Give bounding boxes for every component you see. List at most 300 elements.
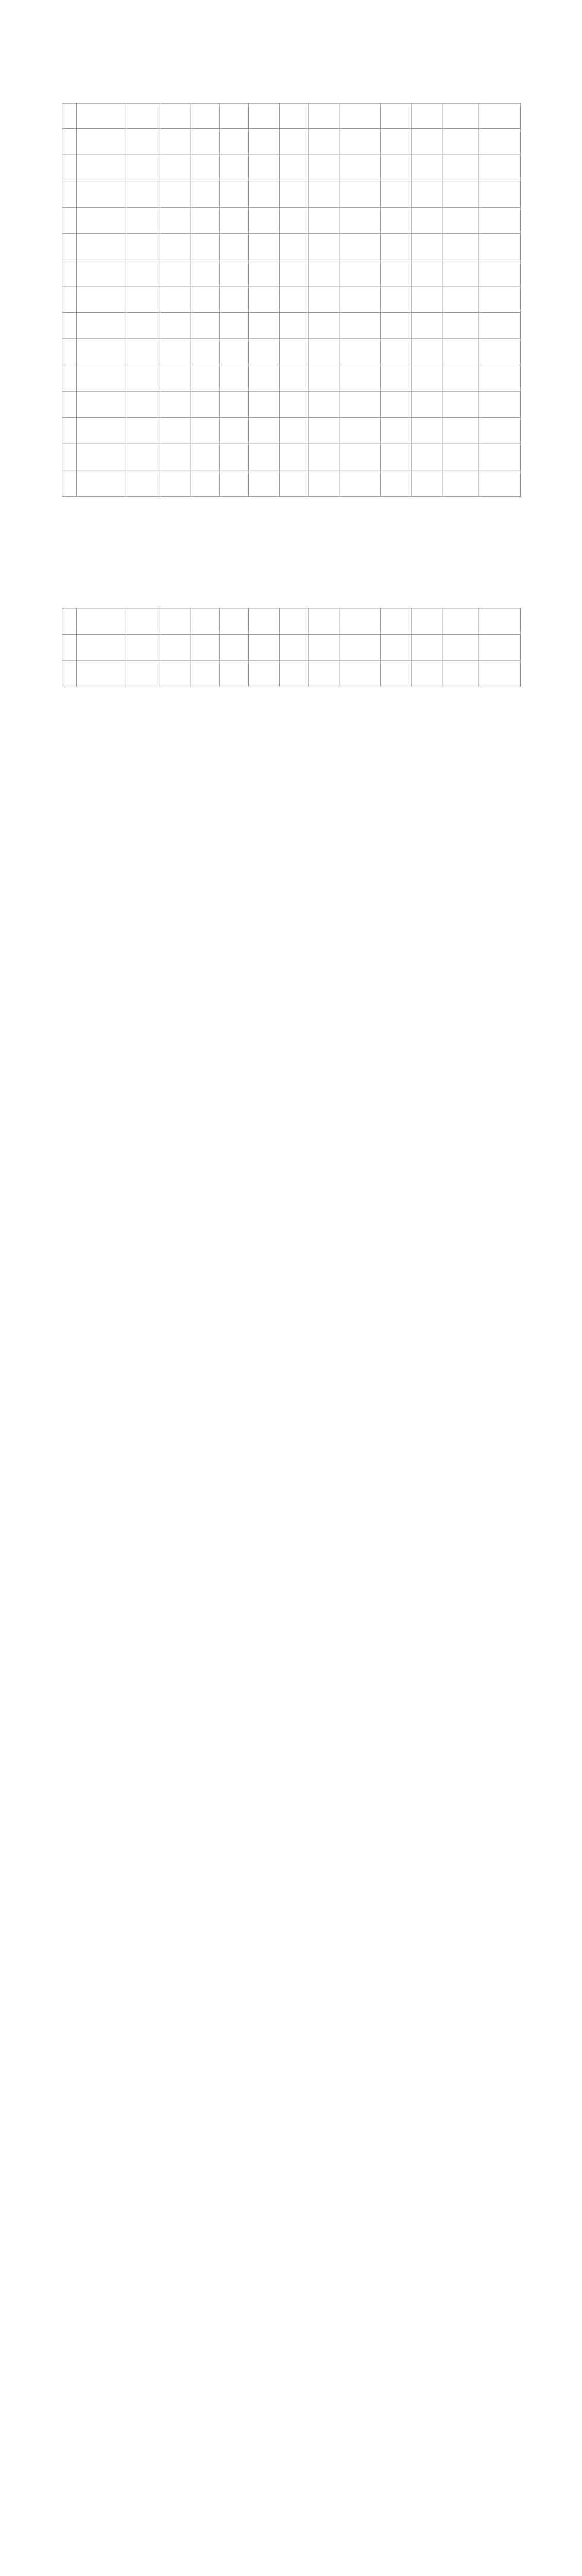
- table-row: [62, 470, 521, 497]
- table-cell: [381, 155, 412, 181]
- table-cell: [191, 635, 220, 661]
- table-cell: [62, 392, 77, 418]
- deposit-item: [62, 1659, 520, 1674]
- table-cell: [412, 234, 442, 260]
- table-cell: [478, 286, 521, 313]
- procedure-item: [62, 1551, 520, 1582]
- table-cell: [191, 365, 220, 392]
- table-cell: [339, 661, 381, 687]
- table-cell: [62, 444, 77, 470]
- requirement-item: [62, 994, 520, 1025]
- table-cell: [339, 313, 381, 339]
- table-cell: [309, 661, 339, 687]
- table-cell: [160, 418, 191, 444]
- table-cell: [309, 260, 339, 286]
- signup-block: [62, 1226, 520, 1783]
- contact-label: [62, 2211, 142, 2224]
- table-cell: [339, 392, 381, 418]
- table-cell: [191, 260, 220, 286]
- table-cell: [381, 635, 412, 661]
- contact-label: [62, 2187, 142, 2199]
- table-cell: [442, 234, 478, 260]
- deposit-item: [62, 1690, 520, 1705]
- contact-row: [62, 2187, 520, 2199]
- table-cell: [249, 339, 280, 365]
- table-row: [62, 286, 521, 313]
- table-cell: [220, 661, 249, 687]
- table-cell: [412, 260, 442, 286]
- table-cell: [442, 418, 478, 444]
- table-cell: [381, 181, 412, 208]
- requirement-item: [62, 809, 520, 840]
- table-cell: [77, 635, 126, 661]
- column-header: [309, 104, 339, 129]
- table-cell: [191, 418, 220, 444]
- table-cell: [478, 608, 521, 635]
- table-cell: [339, 365, 381, 392]
- table-cell: [442, 392, 478, 418]
- table-cell: [280, 208, 309, 234]
- table-cell: [191, 181, 220, 208]
- requirement-item: [62, 1226, 520, 1257]
- table-cell: [249, 608, 280, 635]
- table-cell: [280, 155, 309, 181]
- table-cell: [309, 608, 339, 635]
- table-cell: [478, 260, 521, 286]
- table-cell: [309, 286, 339, 313]
- table-cell: [126, 313, 160, 339]
- contact-value: [142, 2162, 520, 2174]
- contact-value: [142, 2224, 520, 2236]
- table-row: [62, 339, 521, 365]
- contact-value: [142, 2236, 520, 2248]
- table-cell: [220, 313, 249, 339]
- table-cell: [381, 365, 412, 392]
- section4-heading: [62, 1643, 520, 1659]
- table-cell: [126, 444, 160, 470]
- bid-table-header-row: [62, 104, 521, 129]
- table-cell: [478, 313, 521, 339]
- table-cell: [412, 470, 442, 497]
- table-cell: [478, 365, 521, 392]
- table-row: [62, 608, 521, 635]
- table-cell: [126, 155, 160, 181]
- table-row: [62, 155, 521, 181]
- table-cell: [249, 444, 280, 470]
- table-cell: [309, 365, 339, 392]
- table-cell: [478, 392, 521, 418]
- procedure-item: [62, 1520, 520, 1551]
- table-cell: [442, 444, 478, 470]
- table-cell: [249, 365, 280, 392]
- contact-row: [62, 2261, 520, 2273]
- table-cell: [77, 129, 126, 155]
- table-cell: [77, 181, 126, 208]
- contact-label: [62, 2174, 142, 2187]
- table-cell: [191, 661, 220, 687]
- table-cell: [442, 635, 478, 661]
- intro-block: [62, 21, 520, 98]
- table-cell: [339, 444, 381, 470]
- table-cell: [381, 661, 412, 687]
- table-cell: [309, 313, 339, 339]
- section2-heading: [62, 701, 520, 716]
- table-cell: [309, 181, 339, 208]
- table-cell: [478, 129, 521, 155]
- table-cell: [249, 313, 280, 339]
- column-header: [62, 104, 77, 129]
- contact-value: [142, 2174, 520, 2187]
- contact-row: [62, 2137, 520, 2149]
- table-cell: [126, 129, 160, 155]
- column-header: [339, 104, 381, 129]
- table-cell: [280, 392, 309, 418]
- table-cell: [160, 155, 191, 181]
- contact-label: [62, 2236, 142, 2248]
- submission-item: [62, 2020, 520, 2050]
- table-cell: [160, 339, 191, 365]
- table-cell: [339, 635, 381, 661]
- table-row: [62, 365, 521, 392]
- table-cell: [220, 286, 249, 313]
- table-cell: [62, 260, 77, 286]
- contact-label: [62, 2125, 142, 2137]
- table-cell: [442, 129, 478, 155]
- procedure-item: [62, 1458, 520, 1489]
- table-cell: [77, 608, 126, 635]
- table-cell: [309, 418, 339, 444]
- table-cell: [309, 339, 339, 365]
- table-cell: [442, 661, 478, 687]
- contact-value: [142, 2137, 520, 2149]
- contact-label: [62, 2261, 142, 2273]
- column-header: [160, 104, 191, 129]
- requirement-item: [62, 902, 520, 933]
- table-cell: [478, 661, 521, 687]
- table-cell: [160, 608, 191, 635]
- table-row: [62, 392, 521, 418]
- table-cell: [249, 392, 280, 418]
- table-cell: [442, 260, 478, 286]
- section5-heading: [62, 1767, 520, 1783]
- table-cell: [280, 608, 309, 635]
- table-cell: [478, 155, 521, 181]
- table-cell: [412, 635, 442, 661]
- contact-value: [142, 2199, 520, 2211]
- contact-label: [62, 2224, 142, 2236]
- table-cell: [62, 208, 77, 234]
- table-cell: [280, 234, 309, 260]
- table-cell: [442, 339, 478, 365]
- table-cell: [160, 129, 191, 155]
- table-cell: [280, 339, 309, 365]
- table-cell: [478, 339, 521, 365]
- table-cell: [381, 313, 412, 339]
- requirement-item: [62, 871, 520, 902]
- table-cell: [478, 208, 521, 234]
- table-row: [62, 313, 521, 339]
- table-cell: [249, 181, 280, 208]
- table-cell: [442, 208, 478, 234]
- table-cell: [412, 286, 442, 313]
- contact-row: [62, 2199, 520, 2211]
- publication-item: [62, 2066, 520, 2097]
- table-cell: [126, 208, 160, 234]
- table-cell: [191, 608, 220, 635]
- table-cell: [126, 260, 160, 286]
- deposit-item: [62, 1736, 520, 1752]
- table-cell: [62, 365, 77, 392]
- table-cell: [126, 365, 160, 392]
- table-cell: [160, 470, 191, 497]
- deposit-item: [62, 1674, 520, 1690]
- contact-label: [62, 2137, 142, 2149]
- table-cell: [309, 392, 339, 418]
- table-cell: [280, 181, 309, 208]
- requirement-item: [62, 963, 520, 994]
- contact-row: [62, 2149, 520, 2162]
- table-cell: [339, 234, 381, 260]
- table-cell: [309, 155, 339, 181]
- table-cell: [381, 234, 412, 260]
- table-cell: [381, 339, 412, 365]
- table-cell: [442, 286, 478, 313]
- table-cell: [191, 286, 220, 313]
- column-header: [191, 104, 220, 129]
- table-cell: [220, 608, 249, 635]
- contact-value: [142, 2248, 520, 2261]
- table-cell: [160, 444, 191, 470]
- table-cell: [249, 635, 280, 661]
- table-cell: [191, 234, 220, 260]
- table-cell: [62, 470, 77, 497]
- table-cell: [339, 470, 381, 497]
- table-cell: [220, 365, 249, 392]
- requirement-item: [62, 716, 520, 747]
- contact-row: [62, 2248, 520, 2261]
- section1-heading: [62, 82, 520, 98]
- requirement-item: [62, 1025, 520, 1056]
- table-cell: [160, 661, 191, 687]
- contact-value: [142, 2261, 520, 2273]
- table-cell: [77, 365, 126, 392]
- table-cell: [412, 418, 442, 444]
- table-cell: [191, 444, 220, 470]
- table-cell: [381, 260, 412, 286]
- table-cell: [249, 234, 280, 260]
- table-cell: [442, 313, 478, 339]
- table-cell: [309, 635, 339, 661]
- contact-value: [142, 2211, 520, 2224]
- table-cell: [191, 129, 220, 155]
- table-cell: [381, 286, 412, 313]
- table-cell: [220, 339, 249, 365]
- table-cell: [478, 234, 521, 260]
- duration-line: [62, 685, 520, 701]
- contact-row: [62, 2236, 520, 2248]
- table-cell: [412, 129, 442, 155]
- table-cell: [160, 392, 191, 418]
- table-cell: [62, 313, 77, 339]
- section6-heading: [62, 2050, 520, 2066]
- table-cell: [412, 392, 442, 418]
- procedure-item: [62, 1582, 520, 1613]
- table-cell: [220, 470, 249, 497]
- table-cell: [62, 234, 77, 260]
- table-cell: [77, 661, 126, 687]
- table-row: [62, 418, 521, 444]
- table-cell: [339, 339, 381, 365]
- table-row: [62, 635, 521, 661]
- contact-value: [142, 2187, 520, 2199]
- table-cell: [160, 365, 191, 392]
- table-cell: [220, 181, 249, 208]
- bid-table: [62, 103, 521, 497]
- contact-row: [62, 2211, 520, 2224]
- contact-row: [62, 2125, 520, 2137]
- table-cell: [191, 470, 220, 497]
- column-header: [220, 104, 249, 129]
- table-cell: [339, 286, 381, 313]
- table-cell: [220, 418, 249, 444]
- section3-heading: [62, 1319, 520, 1334]
- column-header: [280, 104, 309, 129]
- contact-value: [142, 2112, 520, 2125]
- table-cell: [280, 286, 309, 313]
- table-cell: [442, 155, 478, 181]
- table-cell: [249, 661, 280, 687]
- table-cell: [339, 129, 381, 155]
- requirement-item: [62, 778, 520, 809]
- procedure-item: [62, 1613, 520, 1643]
- table-cell: [339, 155, 381, 181]
- contact-value: [142, 2149, 520, 2162]
- table-cell: [280, 470, 309, 497]
- contact-label: [62, 2199, 142, 2211]
- procedure-item: [62, 1489, 520, 1520]
- contact-value: [142, 2125, 520, 2137]
- table-cell: [77, 470, 126, 497]
- table-cell: [77, 392, 126, 418]
- contact-row: [62, 2162, 520, 2174]
- table-cell: [126, 608, 160, 635]
- table-cell: [160, 181, 191, 208]
- table-cell: [77, 444, 126, 470]
- submission-item: [62, 1989, 520, 2020]
- section7-heading: [62, 2097, 520, 2112]
- column-header: [442, 104, 478, 129]
- contact-row: [62, 2224, 520, 2236]
- table-row: [62, 208, 521, 234]
- deposit-item: [62, 1721, 520, 1736]
- table-cell: [126, 392, 160, 418]
- table-cell: [62, 608, 77, 635]
- procedure-item: [62, 1334, 520, 1365]
- contact-list: [62, 2112, 520, 2273]
- procedure-item: [62, 1365, 520, 1396]
- contact-label: [62, 2248, 142, 2261]
- table-cell: [280, 313, 309, 339]
- table-cell: [220, 635, 249, 661]
- table-row: [62, 260, 521, 286]
- table-cell: [412, 155, 442, 181]
- table-cell: [77, 286, 126, 313]
- table-cell: [191, 155, 220, 181]
- contact-row: [62, 2112, 520, 2125]
- table-cell: [309, 208, 339, 234]
- table-cell: [160, 208, 191, 234]
- column-header: [126, 104, 160, 129]
- procedure-item: [62, 1396, 520, 1427]
- table-cell: [339, 208, 381, 234]
- table-row: [62, 234, 521, 260]
- table-cell: [160, 313, 191, 339]
- table-cell: [249, 286, 280, 313]
- table-cell: [126, 181, 160, 208]
- table-cell: [62, 181, 77, 208]
- table-cell: [249, 208, 280, 234]
- contact-label: [62, 2149, 142, 2162]
- table-cell: [160, 234, 191, 260]
- table-cell: [478, 470, 521, 497]
- contact-row: [62, 2174, 520, 2187]
- table-cell: [62, 635, 77, 661]
- table-cell: [77, 418, 126, 444]
- table-cell: [478, 181, 521, 208]
- table-cell: [478, 444, 521, 470]
- table-cell: [62, 661, 77, 687]
- table-cell: [442, 608, 478, 635]
- table-cell: [381, 129, 412, 155]
- table-cell: [309, 444, 339, 470]
- table-row: [62, 444, 521, 470]
- table-cell: [478, 418, 521, 444]
- table-cell: [220, 208, 249, 234]
- table-cell: [126, 286, 160, 313]
- requirement-item: [62, 747, 520, 778]
- requirement-item: [62, 1257, 520, 1288]
- table-cell: [62, 286, 77, 313]
- table-cell: [280, 444, 309, 470]
- table-cell: [478, 635, 521, 661]
- table-cell: [77, 208, 126, 234]
- table-cell: [339, 260, 381, 286]
- deposit-item: [62, 1705, 520, 1721]
- table-cell: [412, 444, 442, 470]
- bid-table2-wrapper: [62, 608, 520, 687]
- column-header: [77, 104, 126, 129]
- requirement-item: [62, 933, 520, 963]
- table-cell: [77, 234, 126, 260]
- table-cell: [77, 313, 126, 339]
- table-cell: [249, 470, 280, 497]
- table-cell: [381, 444, 412, 470]
- table-row: [62, 661, 521, 687]
- table-cell: [249, 260, 280, 286]
- table-cell: [339, 418, 381, 444]
- table-row: [62, 181, 521, 208]
- requirements-block: [62, 685, 520, 1118]
- table-cell: [412, 339, 442, 365]
- bid-table-continued: [62, 608, 521, 687]
- contact-label: [62, 2162, 142, 2174]
- table-cell: [249, 129, 280, 155]
- procedure-item: [62, 1427, 520, 1458]
- table-cell: [77, 155, 126, 181]
- table-cell: [160, 635, 191, 661]
- table-cell: [412, 661, 442, 687]
- bid-table-wrapper: [62, 103, 520, 497]
